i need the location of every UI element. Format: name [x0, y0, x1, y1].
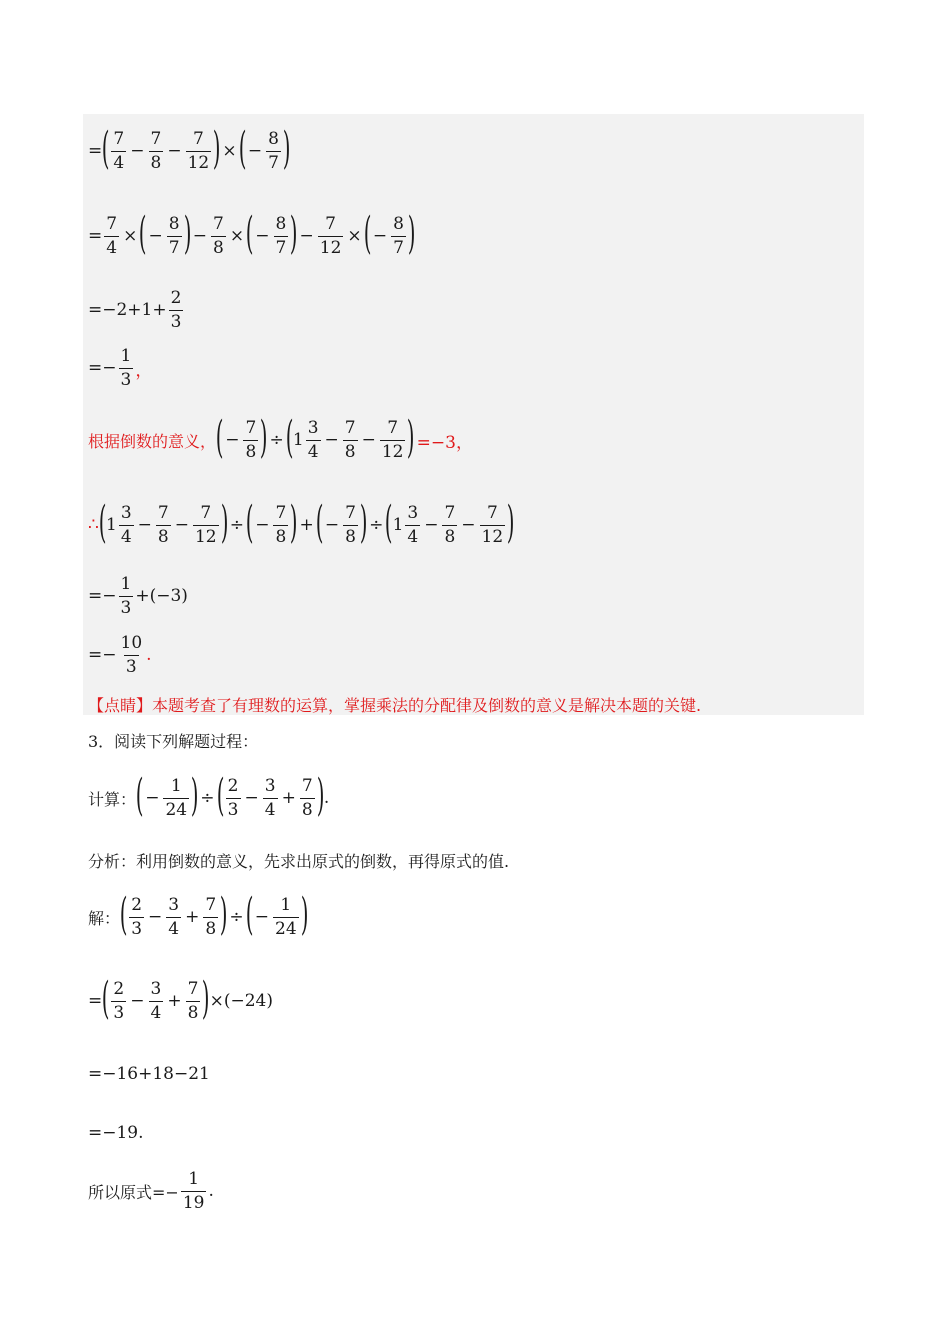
fraction: $\frac{7}{8}$: [444, 502, 456, 547]
fraction: $\frac{10}{3}$: [120, 632, 143, 677]
fraction: $\frac{7}{8}$: [344, 417, 356, 462]
fraction: $\frac{7}{4}$: [106, 213, 118, 258]
fraction: $\frac{7}{8}$: [301, 775, 313, 820]
fraction: $\frac{2}{3}$: [113, 978, 125, 1023]
fraction: $\frac{7}{12}$: [481, 502, 504, 547]
step-line-7: =− $\frac{1}{3}$ +(−3): [88, 573, 188, 618]
fraction: $\frac{1}{3}$: [120, 345, 132, 390]
solution-line-3: =−16+18−21: [88, 1064, 210, 1084]
fraction: $\frac{7}{12}$: [187, 128, 210, 173]
fraction: $\frac{1}{3}$: [120, 573, 132, 618]
fraction: $\frac{1}{24}$: [165, 775, 188, 820]
therefore-symbol: ∴: [88, 515, 99, 535]
fraction: $\frac{2}{3}$: [170, 287, 182, 332]
step-line-8: =− $\frac{10}{3}$ .: [88, 632, 152, 677]
fraction: $\frac{3}{4}$: [264, 775, 276, 820]
fraction: $\frac{8}{7}$: [393, 213, 404, 258]
conclusion-line: 所以原式=− $\frac{1}{19}$ .: [88, 1168, 214, 1213]
fraction: $\frac{7}{8}$: [275, 502, 287, 547]
fraction: $\frac{1}{19}$: [182, 1168, 205, 1213]
fraction: $\frac{7}{12}$: [194, 502, 217, 547]
fraction: $\frac{8}{7}$: [275, 213, 287, 258]
fraction: $\frac{7}{12}$: [381, 417, 404, 462]
fraction: $\frac{7}{12}$: [319, 213, 342, 258]
fraction: $\frac{7}{8}$: [187, 978, 199, 1023]
analysis-line: 分析：利用倒数的意义，先求出原式的倒数，再得原式的值.: [88, 851, 510, 871]
fraction: $\frac{3}{4}$: [407, 502, 419, 547]
fraction: $\frac{7}{8}$: [150, 128, 162, 173]
key-point-note: 【点睛】本题考查了有理数的运算，掌握乘法的分配律及倒数的意义是解决本题的关键.: [88, 695, 702, 715]
step-line-3: =−2+1+ $\frac{2}{3}$: [88, 287, 182, 332]
step-line-1: = ( $\frac{7}{4}$ − $\frac{7}{8}$ − $\frac{7}{12}$ ) × ( − $\frac{8}{7}$ ): [88, 123, 291, 174]
fraction: $\frac{7}{8}$: [245, 417, 257, 462]
fraction: $\frac{7}{8}$: [345, 502, 356, 547]
fraction: $\frac{7}{4}$: [113, 128, 125, 173]
question-3-heading: 3．阅读下列解题过程：: [88, 731, 259, 751]
fraction: $\frac{3}{4}$: [168, 894, 180, 939]
solution-line-4: =−19.: [88, 1123, 144, 1143]
fraction: $\frac{3}{4}$: [150, 978, 162, 1023]
calc-line: 计算： ( − $\frac{1}{24}$ ) ÷ ( $\frac{2}{3}$ − $\frac{3}{4}$ + $\frac{7}{8}$ ) .: [88, 770, 330, 821]
fraction: $\frac{7}{8}$: [205, 894, 217, 939]
equals-sign: =: [88, 141, 103, 161]
fraction: $\frac{3}{4}$: [120, 502, 132, 547]
fraction: $\frac{8}{7}$: [268, 128, 279, 173]
solution-shaded-block: [83, 114, 864, 715]
fraction: $\frac{3}{4}$: [307, 417, 319, 462]
step-line-2: = $\frac{7}{4}$ × ( − $\frac{8}{7}$ ) − $\frac{7}{8}$ × ( − $\frac{8}{7}$ ) − $\frac{7}{12}$ × ( − $\frac{8}{7}$ ): [88, 208, 416, 259]
step-line-6: ∴ ( 1 $\frac{3}{4}$ − $\frac{7}{8}$ − $\frac{7}{12}$ ) ÷ ( − $\frac{7}{8}$ ) + ( − $\frac{7}{8}$ ) ÷ ( 1 $\frac{3}{4}$ − $\frac{7}{8}$ − $\frac{7}{12}$ ): [88, 497, 515, 548]
fraction: $\frac{2}{3}$: [131, 894, 143, 939]
fraction: $\frac{1}{24}$: [275, 894, 297, 939]
step-line-4: =− $\frac{1}{3}$ ，: [88, 345, 153, 390]
fraction: $\frac{8}{7}$: [168, 213, 180, 258]
solution-line-2: = ( $\frac{2}{3}$ − $\frac{3}{4}$ + $\frac{7}{8}$ ) ×(−24): [88, 973, 273, 1024]
step-line-5: 根据倒数的意义， ( − $\frac{7}{8}$ ) ÷ ( 1 $\frac{3}{4}$ − $\frac{7}{8}$ − $\frac{7}{12}$ ) =−3，: [88, 412, 473, 463]
solution-line-1: 解： ( $\frac{2}{3}$ − $\frac{3}{4}$ + $\frac{7}{8}$ ) ÷ ( − $\frac{1}{24}$ ): [88, 889, 309, 940]
fraction: $\frac{7}{8}$: [157, 502, 169, 547]
fraction: $\frac{2}{3}$: [227, 775, 239, 820]
fraction: $\frac{7}{8}$: [213, 213, 224, 258]
reciprocal-note: 根据倒数的意义，: [88, 431, 217, 451]
